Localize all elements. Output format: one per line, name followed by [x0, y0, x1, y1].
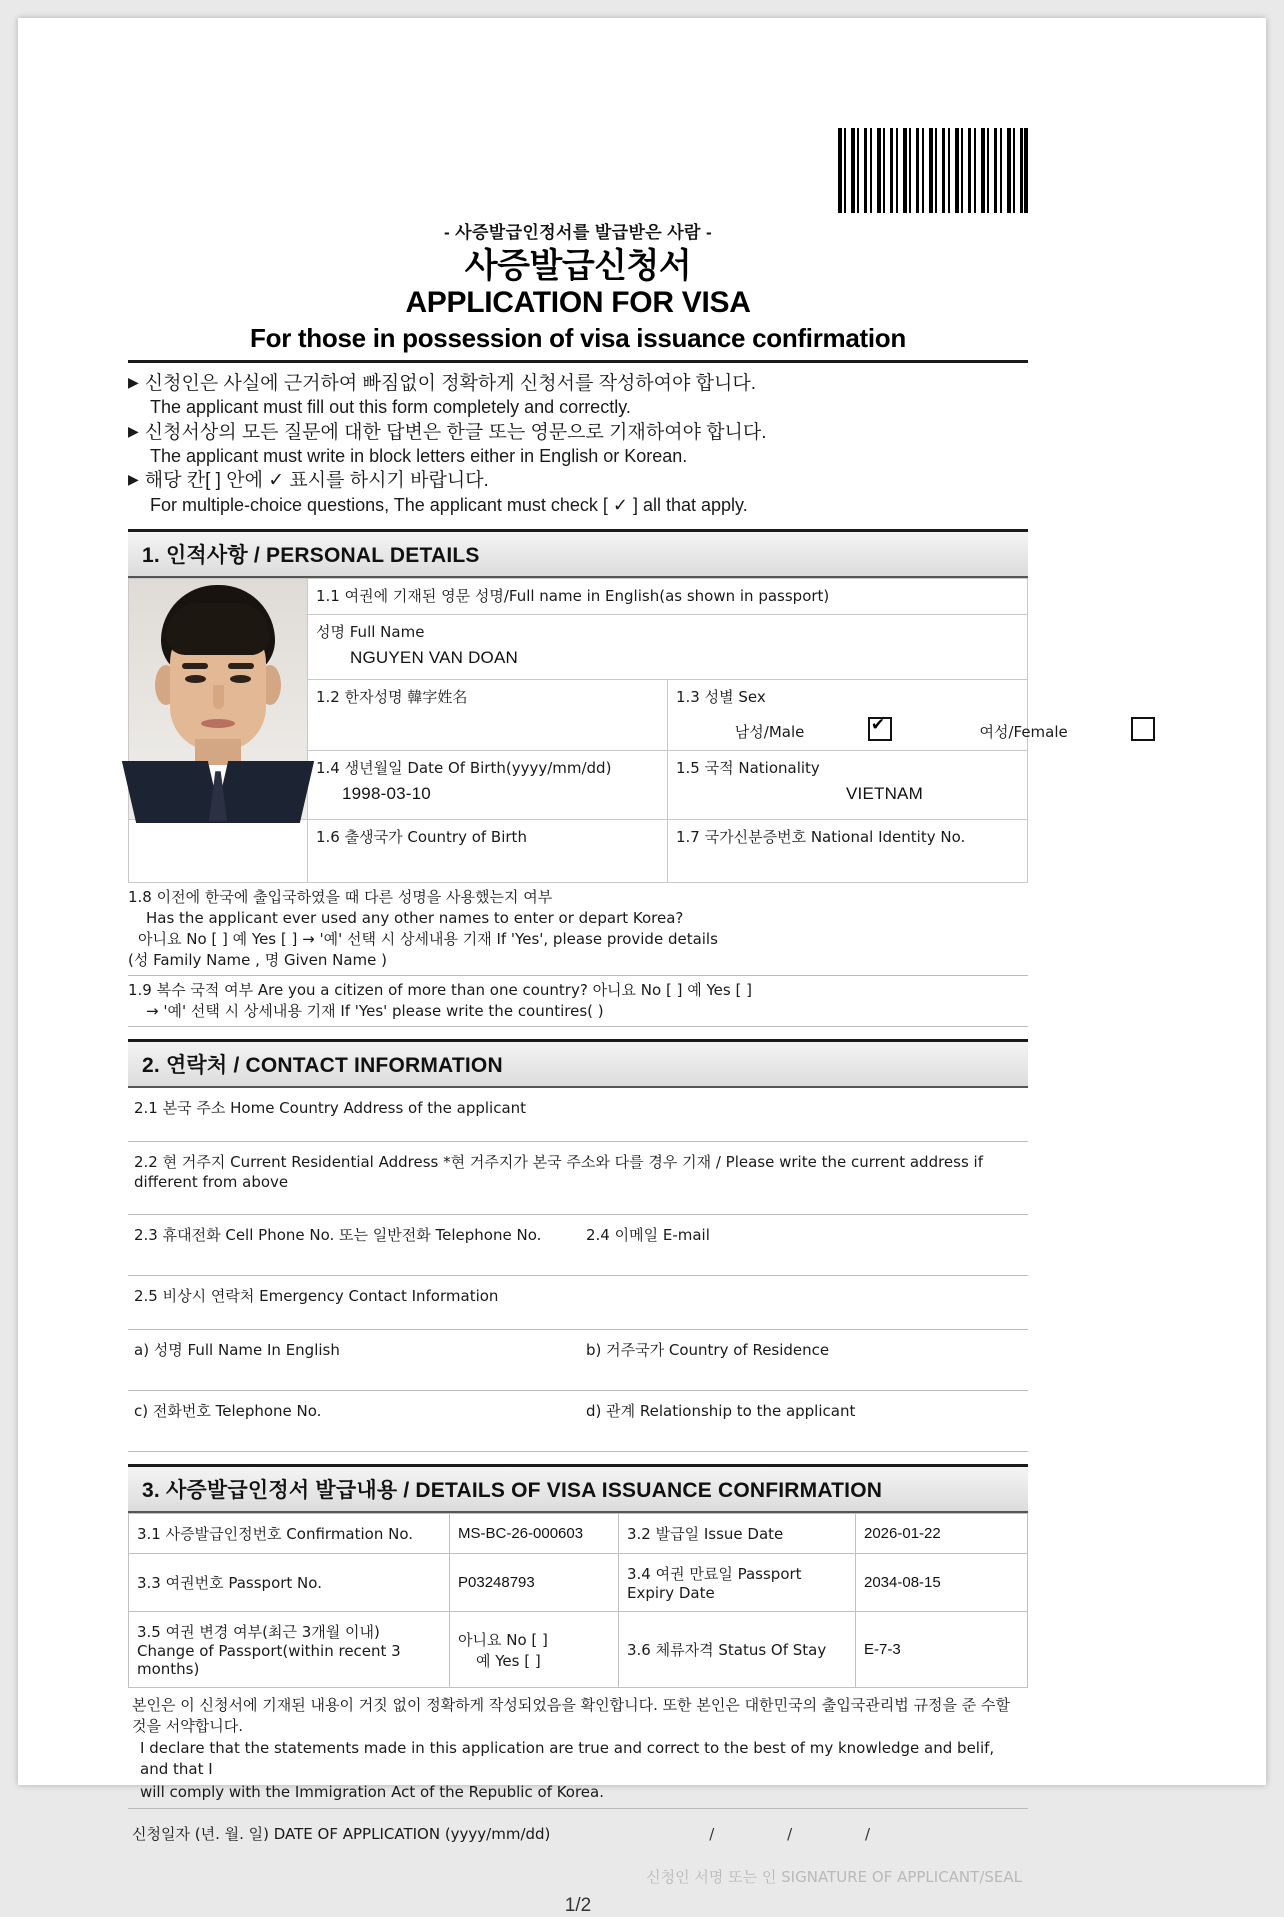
- declaration-block: [128, 1688, 1028, 1809]
- field-1-9-line[interactable]: 1.9 복수 국적 여부 Are you a citizen of more than one country? 아니요 No [ ] 예 Yes [ ]: [128, 981, 752, 1000]
- field-1-5-value: VIETNAM: [846, 784, 923, 804]
- field-2-5c-label: c) 전화번호 Telephone No.: [134, 1401, 322, 1420]
- field-1-1-label: 1.1 여권에 기재된 영문 성명/Full name in English(as shown in passport): [316, 587, 830, 606]
- field-3-5-label-en: Change of Passport(within recent 3 months): [137, 1642, 401, 1679]
- field-2-5d-label: d) 관계 Relationship to the applicant: [586, 1401, 856, 1420]
- field-2-2[interactable]: [128, 1142, 1028, 1216]
- field-3-5-label: [129, 1612, 450, 1688]
- instruction-1-ko: ▶ 신청인은 사실에 근거하여 빠짐없이 정확하게 신청서를 작성하여야 합니다.: [150, 371, 1028, 396]
- field-3-4-value[interactable]: 2034-08-15: [856, 1554, 1028, 1612]
- field-1-4[interactable]: [308, 751, 668, 820]
- field-1-8-ko: 1.8 이전에 한국에 출입국하였을 때 다른 성명을 사용했는지 여부: [128, 888, 553, 907]
- application-date-slashes[interactable]: / / /: [709, 1824, 904, 1843]
- female-checkbox[interactable]: [1131, 717, 1155, 741]
- application-date-label: 신청일자 (년. 월. 일) DATE OF APPLICATION (yyyy/mm/dd): [132, 1825, 551, 1844]
- full-name-value: NGUYEN VAN DOAN: [350, 648, 518, 668]
- field-1-8-choice[interactable]: 아니요 No [ ] 예 Yes [ ] → '예' 선택 시 상세내용 기재 If 'Yes', please provide details: [138, 930, 718, 949]
- field-3-4-label: 3.4 여권 만료일 Passport Expiry Date: [619, 1554, 856, 1612]
- field-1-9[interactable]: [128, 976, 1028, 1027]
- field-1-8-en: Has the applicant ever used any other names to enter or depart Korea?: [146, 909, 684, 928]
- declaration-en-1: I declare that the statements made in this application are true and correct to the best of my knowledge and belif, and that I: [140, 1739, 995, 1779]
- visa-application-page: [18, 18, 1266, 1917]
- declaration-ko-2: 수할 것을 서약합니다.: [132, 1696, 1011, 1735]
- instruction-2-en: The applicant must write in block letters either in English or Korean.: [150, 445, 688, 466]
- field-1-3[interactable]: [668, 680, 1068, 751]
- subtitle-english: For those in possession of visa issuance confirmation: [250, 322, 906, 353]
- field-2-2-label: 2.2 현 거주지 Current Residential Address *현 거주지가 본국 주소와 다를 경우 기재 / Please write the current address if different from above: [134, 1152, 983, 1191]
- field-1-1: [308, 579, 1028, 615]
- applicant-photo: [129, 579, 307, 819]
- male-checkbox[interactable]: [868, 717, 892, 741]
- field-1-6-label: 1.6 출생국가 Country of Birth: [316, 828, 527, 847]
- instruction-3-ko: ▶ 해당 칸[ ] 안에 ✓ 표시를 하시기 바랍니다.: [150, 468, 1028, 493]
- table-row: [129, 1612, 1028, 1688]
- field-1-5-label: 1.5 국적 Nationality: [676, 759, 820, 778]
- field-2-5a-label: a) 성명 Full Name In English: [134, 1340, 340, 1359]
- instruction-1-en: The applicant must fill out this form completely and correctly.: [150, 396, 631, 417]
- field-3-3-value[interactable]: P03248793: [450, 1554, 619, 1612]
- field-2-1[interactable]: [128, 1088, 1028, 1141]
- field-2-5-cd[interactable]: [128, 1391, 1028, 1452]
- personal-details-table: [128, 578, 1068, 883]
- field-1-6[interactable]: [308, 820, 668, 883]
- table-row: [129, 1514, 1028, 1554]
- field-1-8-detail[interactable]: (성 Family Name , 명 Given Name ): [128, 951, 388, 970]
- instructions-block: [128, 371, 1028, 517]
- female-label: 여성/Female: [979, 723, 1068, 742]
- field-3-5-yes[interactable]: 예 Yes [ ]: [476, 1651, 541, 1670]
- section-2-header: 2. 연락처 / CONTACT INFORMATION: [128, 1039, 1028, 1088]
- field-1-8[interactable]: [128, 883, 1028, 976]
- section-3-header: 3. 사증발급인정서 발급내용 / DETAILS OF VISA ISSUANCE CONFIRMATION: [128, 1464, 1028, 1513]
- field-1-4-value: 1998-03-10: [342, 784, 431, 804]
- field-1-2[interactable]: [308, 680, 668, 751]
- visa-confirmation-table: [128, 1513, 1028, 1688]
- header-note: - 사증발급인정서를 발급받은 사람 -: [443, 223, 713, 242]
- page-number: 1/2: [564, 1895, 592, 1917]
- field-1-4-label: 1.4 생년월일 Date Of Birth(yyyy/mm/dd): [316, 759, 612, 778]
- title-korean: 사증발급신청서: [464, 247, 692, 285]
- field-1-3-label: 1.3 성별 Sex: [676, 688, 766, 707]
- signature-label: 신청인 서명 또는 인 SIGNATURE OF APPLICANT/SEAL: [646, 1868, 1022, 1887]
- field-3-3-label: 3.3 여권번호 Passport No.: [129, 1554, 450, 1612]
- field-2-5b-label: b) 거주국가 Country of Residence: [586, 1340, 830, 1359]
- field-full-name[interactable]: [308, 615, 1028, 680]
- field-2-5-ab[interactable]: [128, 1330, 1028, 1391]
- full-name-label: 성명 Full Name: [316, 623, 425, 642]
- field-2-1-label: 2.1 본국 주소 Home Country Address of the applicant: [134, 1099, 527, 1118]
- photo-spacer: [129, 820, 308, 883]
- applicant-photo-cell: [129, 579, 308, 820]
- field-2-4-label: 2.4 이메일 E-mail: [586, 1226, 710, 1245]
- section-1-header: 1. 인적사항 / PERSONAL DETAILS: [128, 529, 1028, 578]
- field-3-2-value[interactable]: 2026-01-22: [856, 1514, 1028, 1554]
- declaration-ko-1: 본인은 이 신청서에 기재된 내용이 거짓 없이 정확하게 작성되었음을 확인합니다. 또한 본인은 대한민국의 출입국관리법 규정을 준: [132, 1696, 977, 1715]
- field-1-2-label: 1.2 한자성명 韓字姓名: [316, 688, 468, 707]
- field-1-7-label: 1.7 국가신분증번호 National Identity No.: [676, 828, 966, 847]
- sex-options[interactable]: [676, 717, 1068, 742]
- field-2-5-label: 2.5 비상시 연락처 Emergency Contact Information: [134, 1287, 499, 1306]
- title-english: APPLICATION FOR VISA: [405, 286, 751, 320]
- title-divider: [128, 360, 1028, 363]
- field-3-6-label: 3.6 체류자격 Status Of Stay: [619, 1612, 856, 1688]
- field-3-1-label: 3.1 사증발급인정번호 Confirmation No.: [129, 1514, 450, 1554]
- field-2-3-label: 2.3 휴대전화 Cell Phone No. 또는 일반전화 Telephone No.: [134, 1226, 542, 1245]
- field-3-2-label: 3.2 발급일 Issue Date: [619, 1514, 856, 1554]
- field-2-5: [128, 1276, 1028, 1329]
- field-1-5[interactable]: [668, 751, 1028, 820]
- field-3-5-options[interactable]: [450, 1612, 619, 1688]
- instruction-3-en: For multiple-choice questions, The applicant must check [ ✓ ] all that apply.: [150, 494, 748, 515]
- field-3-5-label-ko: 3.5 여권 변경 여부(최근 3개월 이내): [137, 1623, 380, 1642]
- table-row: [129, 1554, 1028, 1612]
- field-3-6-value[interactable]: E-7-3: [856, 1612, 1028, 1688]
- declaration-en-2: will comply with the Immigration Act of the Republic of Korea.: [140, 1782, 604, 1801]
- field-2-3-2-4[interactable]: [128, 1215, 1028, 1276]
- field-1-9-detail[interactable]: → '예' 선택 시 상세내용 기재 If 'Yes' please write the countires( ): [146, 1002, 604, 1021]
- male-label: 남성/Male: [734, 723, 805, 742]
- instruction-2-ko: ▶ 신청서상의 모든 질문에 대한 답변은 한글 또는 영문으로 기재하여야 합니다.: [150, 420, 1028, 445]
- field-3-1-value[interactable]: MS-BC-26-000603: [450, 1514, 619, 1554]
- field-1-7[interactable]: [668, 820, 1028, 883]
- application-date-row[interactable]: [128, 1809, 1028, 1852]
- field-3-5-no[interactable]: 아니요 No [ ]: [458, 1630, 548, 1649]
